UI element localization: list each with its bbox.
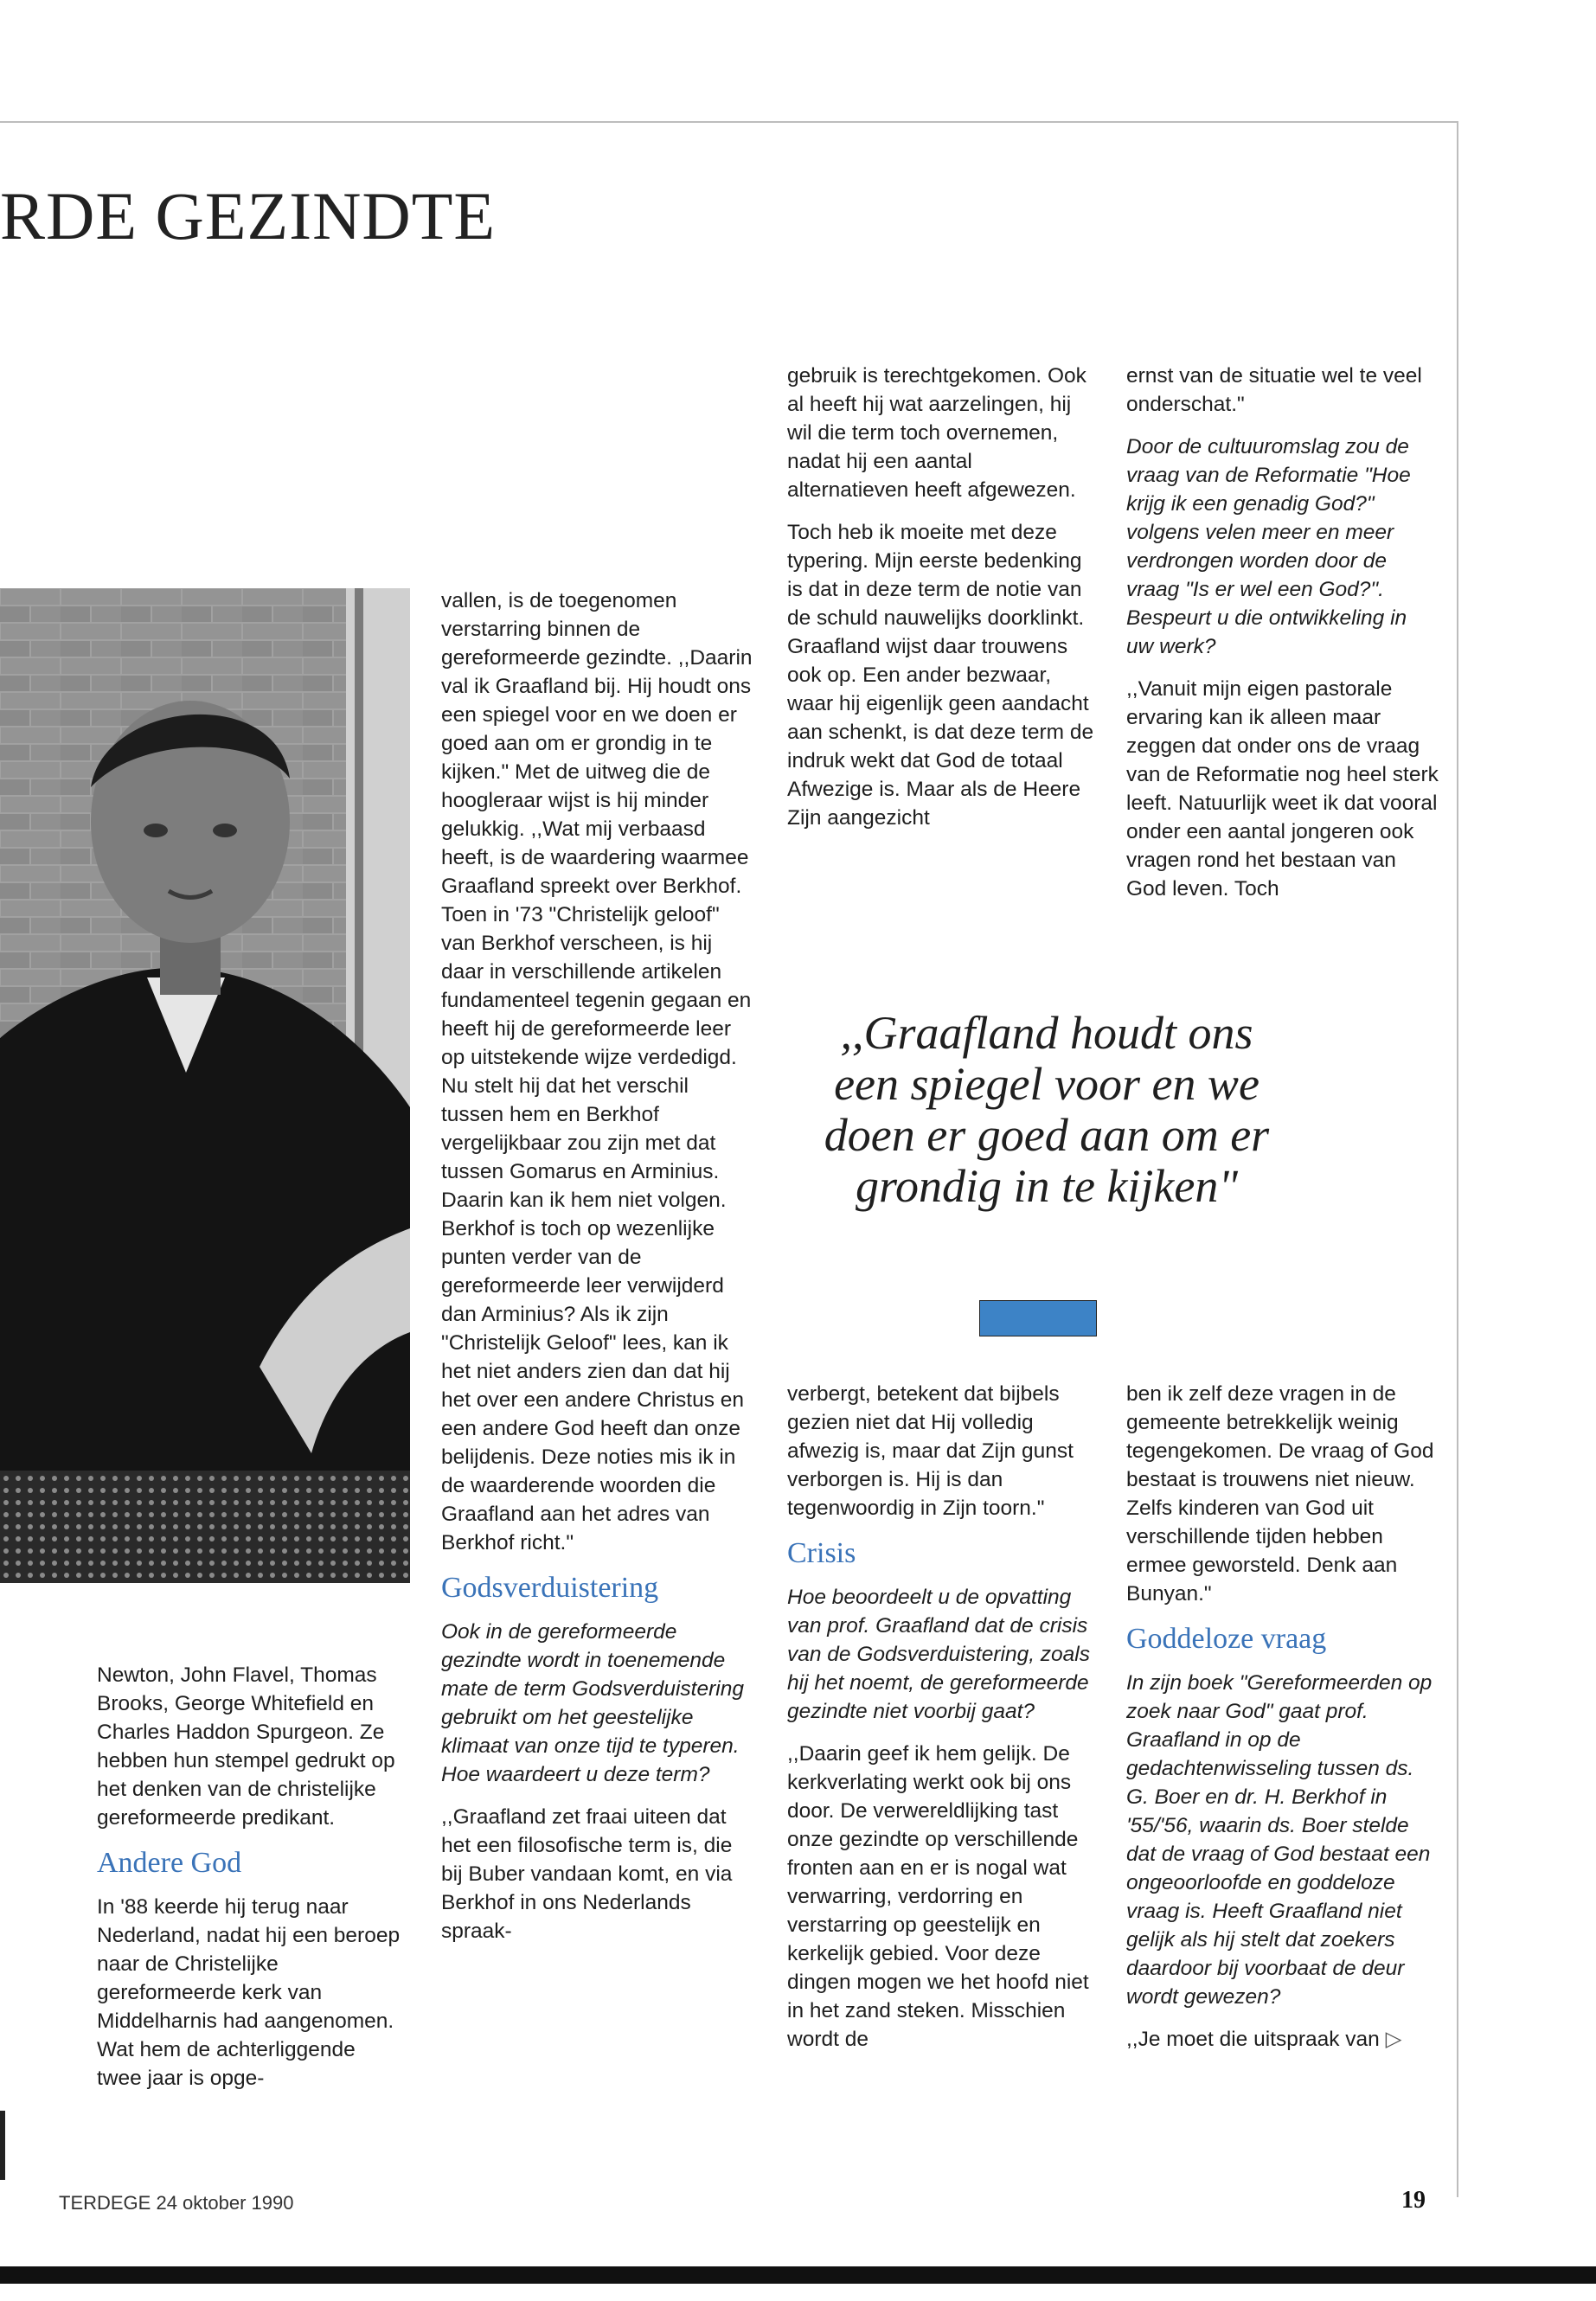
continued-text: ,,Je moet die uitspraak van <box>1126 2028 1380 2051</box>
paragraph: ,,Graafland zet fraai uiteen dat het een filosofische term is, die bij Buber vandaan komt, en via Berkhof in ons Nederlands spraak- <box>441 1805 733 1943</box>
paragraph: vallen, is de toegenomen verstarring binnen de gereformeerde gezindte. ,,Daarin val ik Graafland bij. Hij houdt ons een spiegel voor en we doen er goed aan om er grondig in te kijken." Met de uitweg die de hoogleraar wijst is hij minder gelukkig. ,,Wat mij verbaasd heeft, is de waardering waarmee Graafland spreekt over Berkhof. Toen in '73 "Christelijk geloof" van Berkhof verscheen, is hij daar in verschillende artikelen fundamenteel tegenin gegaan en heeft hij de gereformeerde leer op uitstekende wijze verdedigd. Nu stelt hij dat het verschil tussen hem en Berkhof vergelijkbaar zou zijn met dat tussen Gomarus en Arminius. Daarin kan ik hem niet volgen. Berkhof is toch op wezenlijke punten verder van de gereformeerde leer verwijderd dan Arminius? Als ik zijn "Christelijk Geloof" lees, kan ik het niet anders zien dan dat hij het over een andere Christus en een andere God heeft dan onze belijdenis. Deze noties mis ik in de waarderende woorden die Graafland aan het adres van Berkhof richt." <box>441 589 753 1554</box>
column-4-top <box>1126 362 1439 917</box>
column-2 <box>441 586 753 1959</box>
column-4-bottom <box>1126 1380 1439 2067</box>
page-number: 19 <box>1401 2187 1426 2214</box>
page-frame-right-rule <box>1457 121 1458 2197</box>
paragraph: gebruik is terechtgekomen. Ook al heeft hij wat aarzelingen, hij wil die term toch overnemen, nadat hij een aantal alternatieven heeft afgewezen. <box>787 364 1086 502</box>
page-edge-mark <box>0 2111 5 2180</box>
interview-question: Door de cultuuromslag zou de vraag van de Reformatie "Hoe krijg ik een genadig God?" volgens velen meer en meer verdrongen worden door de vraag "Is er wel een God?". Bespeurt u die ontwikkeling in uw werk? <box>1126 435 1411 658</box>
subheading-goddeloze-vraag: Goddeloze vraag <box>1126 1623 1327 1655</box>
paragraph: Newton, John Flavel, Thomas Brooks, George Whitefield en Charles Haddon Spurgeon. Ze hebben hun stempel gedrukt op het denken van de christelijke gereformeerde predikant. <box>97 1663 395 1830</box>
interview-question: In zijn boek "Gereformeerden op zoek naar God" gaat prof. Graafland in op de gedachtenwisseling tussen ds. G. Boer en dr. H. Berkhof in '55/'56, waarin ds. Boer stelde dat de vraag of God bestaat een ongeoorloofde en goddeloze vraag is. Heeft Graafland niet gelijk als hij stelt dat zoekers daardoor bij voorbaat de deur wordt gewezen? <box>1126 1671 1433 2009</box>
paragraph <box>1126 2025 1439 2054</box>
paragraph: ,,Vanuit mijn eigen pastorale ervaring kan ik alleen maar zeggen dat onder ons de vraag van de Reformatie nog heel sterk leeft. Natuurlijk weet ik dat vooral onder een aantal jongeren ook vragen rond het bestaan van God leven. Toch <box>1126 677 1439 901</box>
paragraph: verbergt, betekent dat bijbels gezien niet dat Hij volledig afwezig is, maar dat Zijn gunst verborgen is. Hij is dan tegenwoordig in Zijn toorn." <box>787 1382 1074 1520</box>
page-frame-top-rule <box>0 121 1458 123</box>
pull-quote-line: een spiegel voor en we <box>834 1058 1259 1110</box>
pull-quote <box>779 1008 1315 1212</box>
interview-question: Ook in de gereformeerde gezindte wordt in toenemende mate de term Godsverduistering gebruikt om het geestelijke klimaat van onze tijd te typeren. Hoe waardeert u deze term? <box>441 1620 744 1786</box>
paragraph: ,,Daarin geef ik hem gelijk. De kerkverlating werkt ook bij ons door. De verwereldlijking tast onze gezindte op verschillende fronten aan en er is nogal wat verwarring, verdorring en verstarring op geestelijk en kerkelijk gebied. Voor deze dingen mogen we het hoofd niet in het zand steken. Misschien wordt de <box>787 1742 1089 2051</box>
scan-bottom-bar <box>0 2266 1596 2284</box>
column-3-bottom <box>787 1380 1099 2067</box>
column-1 <box>97 1661 401 2106</box>
footer-publication: TERDEGE 24 oktober 1990 <box>59 2192 294 2214</box>
portrait-photo-illustration <box>0 588 410 1583</box>
subheading-andere-god: Andere God <box>97 1847 242 1879</box>
pull-quote-line: ,,Graafland houdt ons <box>840 1007 1253 1059</box>
paragraph: Toch heb ik moeite met deze typering. Mijn eerste bedenking is dat in deze term de notie van de schuld nauwelijks doorklinkt. Graafland wijst daar trouwens ook op. Een ander bezwaar, waar hij eigenlijk geen aandacht aan schenkt, is dat deze term de indruk wekt dat God de totaal Afwezige is. Maar als de Heere Zijn aangezicht <box>787 521 1094 830</box>
portrait-photo <box>0 588 410 1583</box>
subheading-crisis: Crisis <box>787 1537 856 1569</box>
continue-arrow-icon: ▷ <box>1385 2028 1402 2051</box>
pull-quote-line: doen er goed aan om er <box>824 1109 1270 1161</box>
paragraph: ben ik zelf deze vragen in de gemeente betrekkelijk weinig tegengekomen. De vraag of God bestaat is trouwens niet nieuw. Zelfs kinderen van God uit verschillende tijden hebben ermee geworsteld. Denk aan Bunyan." <box>1126 1382 1434 1606</box>
paragraph: ernst van de situatie wel te veel onderschat." <box>1126 364 1422 416</box>
pull-quote-line: grondig in te kijken" <box>855 1160 1239 1212</box>
subheading-godsverduistering: Godsverduistering <box>441 1572 659 1604</box>
decorative-blue-box <box>979 1300 1097 1336</box>
column-3-top <box>787 362 1099 846</box>
interview-question: Hoe beoordeelt u de opvatting van prof. Graafland dat de crisis van de Godsverduistering, zoals hij het noemt, de gereformeerde gezindte niet voorbij gaat? <box>787 1586 1090 1723</box>
paragraph: In '88 keerde hij terug naar Nederland, nadat hij een beroep naar de Christelijke gereformeerde kerk van Middelharnis had aangenomen. Wat hem de achterliggende twee jaar is opge- <box>97 1895 401 2090</box>
article-headline: RDE GEZINDTE <box>0 178 497 253</box>
